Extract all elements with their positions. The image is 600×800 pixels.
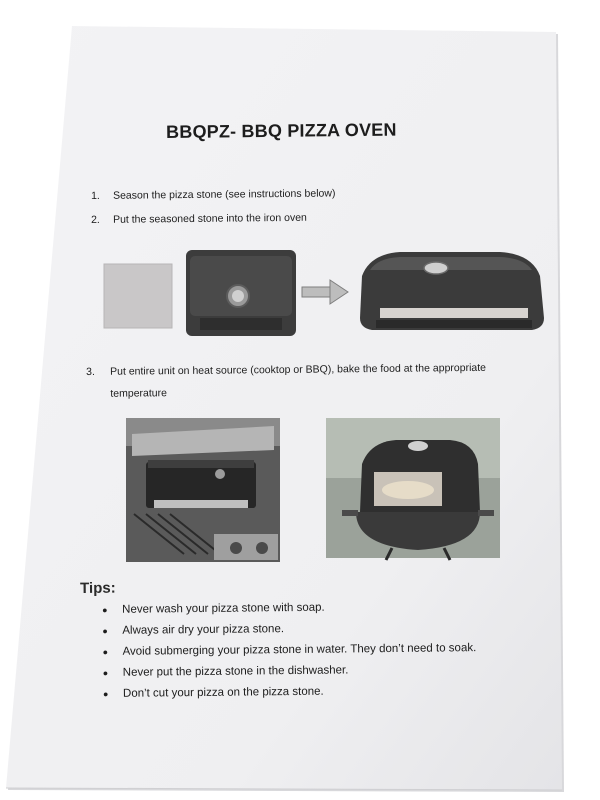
tip-text: Never put the pizza stone in the dishwasher. [122,664,349,679]
step-text: Put the seasoned stone into the iron oven [112,211,307,226]
tip-item [103,680,477,705]
document-title: BBQPZ- BBQ PIZZA OVEN [166,119,397,142]
oven-open-image [186,250,296,336]
tip-text: Never wash your pizza stone with soap. [122,601,325,616]
step-3 [86,356,542,405]
tips-heading: Tips: [80,579,116,597]
pizza-stone-image [104,264,172,328]
usage-photos [124,414,504,564]
oven-on-grill-image [126,418,280,562]
oven-on-kettle-bbq-image [326,418,500,560]
step-number: 3. [86,365,95,378]
bullet-icon: ● [102,625,108,636]
tip-text: Don’t cut your pizza on the pizza stone. [122,685,324,700]
bullet-icon: ● [102,688,109,699]
step-number: 2. [91,213,100,226]
step-2 [91,212,307,226]
arrow-right-icon [302,280,348,304]
step-number: 1. [91,189,100,202]
bullet-icon: ● [102,667,109,678]
step-text: Put entire unit on heat source (cooktop or BBQ), bake the food at the appropriate [110,361,487,378]
step-text: Season the pizza stone (see instructions below) [112,187,336,202]
assembly-figures [100,248,550,338]
tips-list [102,596,477,705]
step-1 [91,187,335,202]
assembled-oven-image [360,252,544,330]
bullet-icon: ● [102,604,108,615]
step-text-continued: temperature [110,387,168,400]
bullet-icon: ● [102,646,109,657]
tip-text: Always air dry your pizza stone. [122,623,285,637]
tip-text: Avoid submerging your pizza stone in water. They don’t need to soak. [122,642,477,658]
tip-item [102,638,476,663]
